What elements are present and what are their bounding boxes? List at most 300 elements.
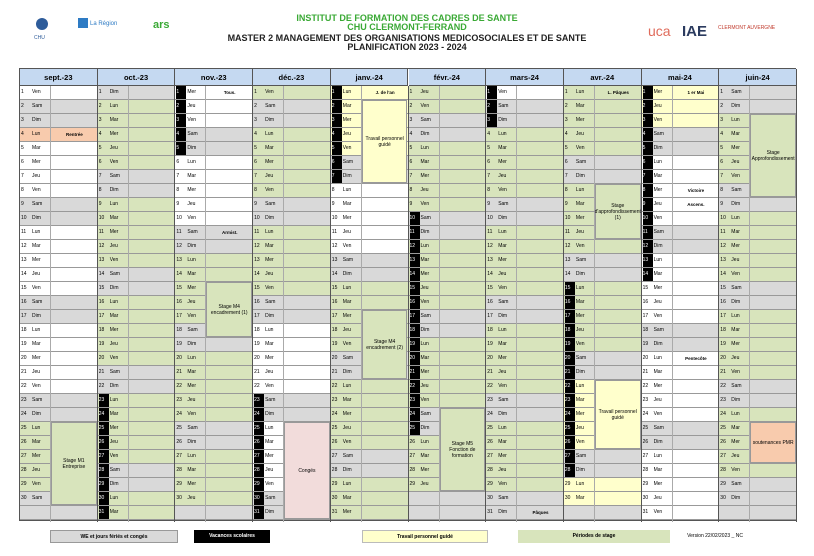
weekday-name: Lun: [498, 229, 507, 235]
day-number: 10: [487, 215, 493, 221]
weekday-name: Ven: [109, 453, 119, 459]
day-cell: [486, 394, 564, 408]
day-cell: [409, 492, 487, 506]
day-cell: [642, 380, 720, 394]
day-cell: [642, 394, 720, 408]
day-cell: [409, 156, 487, 170]
day-number: 6: [487, 159, 490, 165]
day-cell: [409, 198, 487, 212]
weekday-name: Mar: [187, 271, 197, 277]
weekday-name: Dim: [109, 481, 119, 487]
weekday-name: Dim: [731, 397, 741, 403]
day-cell: [253, 184, 331, 198]
day-cell: [564, 296, 642, 310]
weekday-name: Mer: [420, 369, 430, 375]
day-number: 4: [254, 131, 257, 137]
weekday-name: Ven: [265, 89, 274, 95]
day-cell: [719, 296, 797, 310]
day-number: 25: [21, 425, 27, 431]
day-cell: [253, 128, 331, 142]
day-number: 5: [176, 142, 186, 155]
weekday-name: Sam: [653, 425, 664, 431]
weekday-name: Lun: [187, 453, 196, 459]
day-number: 18: [176, 327, 182, 333]
day-number: 15: [642, 285, 649, 291]
day-number: 21: [565, 366, 575, 379]
day-cell: [98, 366, 176, 380]
weekday-name: Ven: [575, 439, 585, 445]
day-cell: [98, 450, 176, 464]
weekday-name: Jeu: [187, 397, 196, 403]
day-cell: [719, 394, 797, 408]
day-number: 23: [331, 397, 338, 403]
day-cell: [409, 268, 487, 282]
day-number: 12: [254, 243, 260, 249]
event-label: Armist.: [221, 230, 238, 235]
block-label: Congés: [298, 467, 316, 474]
day-cell: [564, 100, 642, 114]
weekday-name: Lun: [575, 481, 585, 487]
day-cell: [486, 212, 564, 226]
day-number: 20: [565, 352, 575, 365]
weekday-name: Jeu: [653, 397, 662, 403]
day-cell: [98, 142, 176, 156]
day-cell: [98, 324, 176, 338]
day-cell: [20, 310, 98, 324]
day-number: 2: [254, 103, 257, 109]
weekday-name: Sam: [109, 369, 120, 375]
day-number: 27: [99, 450, 109, 463]
day-cell: [409, 240, 487, 254]
master-title: MASTER 2 MANAGEMENT DES ORGANISATIONS MEDICOSOCIALES ET DE SANTE: [227, 33, 587, 43]
day-number: 13: [720, 257, 726, 263]
weekday-name: Sam: [498, 103, 509, 109]
weekday-name: Mar: [575, 299, 585, 305]
day-number: 15: [98, 285, 105, 291]
day-number: 8: [176, 187, 180, 193]
day-number: 24: [410, 408, 420, 421]
day-number: 7: [98, 173, 102, 179]
weekday-name: Dim: [731, 201, 741, 207]
weekday-name: Lun: [575, 187, 585, 193]
weekday-name: Sam: [265, 397, 276, 403]
day-number: 13: [21, 257, 27, 263]
day-cell: [486, 170, 564, 184]
day-cell: [253, 268, 331, 282]
day-number: 12: [720, 243, 726, 249]
day-cell: [253, 226, 331, 240]
weekday-name: [187, 506, 205, 519]
day-number: 25: [331, 425, 338, 431]
day-number: 11: [410, 226, 420, 239]
day-number: 3: [409, 117, 413, 123]
day-number: 18: [331, 327, 338, 333]
day-number: 9: [643, 198, 653, 211]
weekday-name: Lun: [420, 243, 429, 249]
day-number: 19: [642, 341, 649, 347]
day-cell: [564, 128, 642, 142]
day-cell: [20, 86, 98, 100]
day-cell: [642, 114, 720, 128]
day-cell: [409, 338, 487, 352]
day-cell: [642, 142, 720, 156]
weekday-name: Jeu: [109, 243, 118, 249]
month-header-7: avr.-24: [564, 69, 642, 86]
day-number: 24: [331, 411, 338, 417]
weekday-name: [576, 506, 594, 519]
day-cell: [719, 198, 797, 212]
day-number: 27: [642, 453, 649, 459]
weekday-name: Sam: [32, 103, 43, 109]
day-number: 19: [565, 338, 575, 351]
weekday-name: Sam: [731, 187, 742, 193]
day-number: 4: [98, 131, 102, 137]
weekday-name: Sam: [32, 299, 43, 305]
document-header: [0, 0, 814, 62]
weekday-name: Mer: [265, 453, 274, 459]
weekday-name: Sam: [265, 103, 276, 109]
weekday-name: Mar: [187, 369, 197, 375]
day-cell: [20, 380, 98, 394]
day-number: 15: [565, 282, 575, 295]
day-number: 25: [720, 425, 726, 431]
day-cell: [642, 156, 720, 170]
day-cell: [253, 212, 331, 226]
weekday-name: Ven: [32, 187, 41, 193]
weekday-name: Sam: [420, 117, 431, 123]
weekday-name: Mer: [32, 453, 41, 459]
day-number: 24: [565, 408, 575, 421]
weekday-name: Lun: [420, 439, 429, 445]
day-cell: [486, 324, 564, 338]
day-number: 5: [720, 145, 724, 151]
weekday-name: Sam: [265, 299, 276, 305]
block-soutenances: [750, 422, 796, 463]
day-cell: [564, 478, 642, 492]
day-number: 25: [487, 425, 493, 431]
day-number: 21: [254, 369, 260, 375]
weekday-name: Mar: [265, 243, 274, 249]
day-cell: [331, 268, 409, 282]
weekday-name: Jeu: [187, 201, 196, 207]
day-cell: [20, 506, 98, 520]
day-number: 20: [487, 355, 493, 361]
month-header-1: oct.-23: [98, 69, 176, 86]
day-number: 3: [487, 114, 497, 127]
weekday-name: Mer: [653, 285, 663, 291]
weekday-name: Dim: [187, 243, 197, 249]
day-cell: [98, 394, 176, 408]
day-cell: [486, 366, 564, 380]
day-cell: [98, 422, 176, 436]
weekday-name: Mer: [498, 355, 507, 361]
day-cell: [486, 240, 564, 254]
day-number: [720, 506, 730, 519]
day-cell: [642, 492, 720, 506]
day-number: 9: [409, 201, 413, 207]
weekday-name: Mer: [187, 89, 197, 95]
weekday-name: Ven: [265, 481, 274, 487]
day-cell: [20, 212, 98, 226]
weekday-name: Ven: [731, 271, 740, 277]
day-cell: [175, 366, 253, 380]
day-cell: [719, 254, 797, 268]
day-cell: [331, 506, 409, 520]
weekday-name: Mer: [575, 117, 585, 123]
weekday-name: Mar: [265, 145, 274, 151]
day-cell: [409, 114, 487, 128]
month-header-2: nov.-23: [175, 69, 253, 86]
day-cell: [409, 380, 487, 394]
day-number: 5: [21, 145, 24, 151]
day-cell: [98, 198, 176, 212]
day-number: 16: [21, 299, 27, 305]
day-cell: [719, 226, 797, 240]
weekday-name: Mar: [498, 243, 507, 249]
day-cell: [331, 450, 409, 464]
block-stage_m4b: [362, 310, 408, 379]
day-number: 13: [254, 257, 260, 263]
event-label: Pâques: [532, 510, 549, 515]
day-number: 7: [564, 173, 568, 179]
day-number: 5: [409, 145, 413, 151]
weekday-name: Sam: [187, 229, 198, 235]
day-number: 17: [720, 313, 726, 319]
weekday-name: Mar: [575, 397, 585, 403]
weekday-name: Sam: [575, 257, 587, 263]
weekday-name: Ven: [420, 397, 430, 403]
day-cell: [331, 184, 409, 198]
day-number: 10: [21, 215, 27, 221]
day-cell: [98, 464, 176, 478]
day-number: 3: [98, 117, 102, 123]
weekday-name: Dim: [265, 215, 274, 221]
day-number: 26: [487, 439, 493, 445]
day-cell: [642, 310, 720, 324]
day-cell: [409, 310, 487, 324]
day-number: 8: [643, 184, 653, 197]
weekday-name: Mer: [731, 439, 740, 445]
day-number: 24: [642, 411, 649, 417]
weekday-name: Sam: [265, 495, 276, 501]
weekday-name: Mer: [187, 481, 197, 487]
day-cell: [564, 352, 642, 366]
weekday-name: Sam: [731, 383, 742, 389]
weekday-name: Mar: [653, 271, 663, 277]
day-number: 4: [176, 128, 186, 141]
day-cell: [564, 366, 642, 380]
day-number: 24: [21, 411, 27, 417]
day-number: 25: [642, 425, 649, 431]
day-cell: [20, 142, 98, 156]
day-cell: [409, 506, 487, 520]
day-number: 25: [565, 422, 575, 435]
weekday-name: Lun: [575, 383, 585, 389]
day-number: 18: [487, 327, 493, 333]
weekday-name: Jeu: [265, 467, 274, 473]
day-cell: [486, 422, 564, 436]
day-number: 6: [720, 159, 724, 165]
day-cell: [175, 380, 253, 394]
day-number: 23: [254, 394, 264, 407]
day-cell: [486, 114, 564, 128]
legend-stage: Périodes de stage: [518, 530, 670, 543]
day-cell: [253, 198, 331, 212]
day-cell: [642, 254, 720, 268]
day-number: 6: [21, 159, 24, 165]
day-number: 23: [99, 394, 109, 407]
weekday-name: Sam: [342, 453, 354, 459]
day-number: 23: [565, 394, 575, 407]
day-cell: [331, 198, 409, 212]
weekday-name: Ven: [731, 467, 740, 473]
weekday-name: Ven: [653, 411, 663, 417]
weekday-name: Jeu: [32, 369, 41, 375]
day-cell: [253, 86, 331, 100]
weekday-name: Lun: [342, 187, 352, 193]
day-cell: [331, 478, 409, 492]
day-number: 22: [487, 383, 493, 389]
block-label: Travail personnel guidé: [598, 408, 637, 421]
day-number: 11: [487, 229, 493, 235]
day-number: 26: [720, 439, 726, 445]
day-number: 23: [21, 397, 27, 403]
day-number: 27: [409, 453, 416, 459]
weekday-name: Jeu: [653, 103, 662, 109]
weekday-name: Lun: [187, 257, 196, 263]
day-number: 1: [254, 89, 257, 95]
day-number: 30: [99, 492, 109, 505]
day-number: 17: [21, 313, 27, 319]
day-number: 25: [176, 425, 182, 431]
day-number: 13: [643, 254, 653, 267]
day-number: 14: [720, 271, 726, 277]
day-separator: [594, 86, 595, 522]
day-number: 17: [98, 313, 105, 319]
day-number: 14: [564, 271, 571, 277]
weekday-name: Dim: [575, 271, 585, 277]
weekday-name: Sam: [342, 355, 354, 361]
weekday-name: Sam: [109, 467, 120, 473]
day-cell: [719, 464, 797, 478]
day-number: 28: [254, 464, 264, 477]
weekday-name: Jeu: [653, 299, 662, 305]
weekday-name: Lun: [109, 299, 119, 305]
weekday-name: Mar: [420, 159, 430, 165]
day-number: 4: [564, 131, 568, 137]
weekday-name: Ven: [498, 187, 507, 193]
day-number: 10: [410, 212, 420, 225]
day-number: 29: [331, 481, 338, 487]
day-cell: [486, 282, 564, 296]
weekday-name: Mar: [498, 439, 507, 445]
weekday-name: Sam: [32, 397, 43, 403]
day-cell: [564, 324, 642, 338]
weekday-name: Jeu: [342, 425, 351, 431]
day-cell: [175, 506, 253, 520]
day-number: 10: [254, 215, 260, 221]
weekday-name: Jeu: [32, 173, 41, 179]
day-cell: [98, 296, 176, 310]
weekday-name: Jeu: [420, 481, 429, 487]
month-header-3: déc.-23: [253, 69, 331, 86]
event-label: J. de l'an: [375, 90, 395, 95]
weekday-name: Lun: [342, 383, 352, 389]
planning-title: PLANIFICATION 2023 - 2024: [347, 42, 467, 52]
event-label: L. Pâques: [607, 90, 629, 95]
weekday-name: Mer: [265, 257, 274, 263]
weekday-name: Jeu: [265, 173, 274, 179]
day-number: 9: [487, 201, 490, 207]
weekday-name: Sam: [265, 201, 276, 207]
day-cell: [20, 366, 98, 380]
weekday-name: Dim: [731, 299, 741, 305]
day-number: 12: [21, 243, 27, 249]
day-number: 14: [98, 271, 105, 277]
day-number: 16: [331, 299, 338, 305]
weekday-name: Lun: [32, 425, 41, 431]
month-header-0: sept.-23: [20, 69, 98, 86]
weekday-name: Sam: [498, 495, 509, 501]
weekday-name: Sam: [653, 229, 664, 235]
day-number: 3: [564, 117, 568, 123]
weekday-name: Sam: [498, 299, 509, 305]
weekday-name: Ven: [265, 187, 274, 193]
weekday-name: Sam: [342, 159, 354, 165]
day-number: 31: [99, 506, 109, 519]
day-cell: [98, 268, 176, 282]
day-cell: [20, 226, 98, 240]
weekday-name: Dim: [32, 411, 41, 417]
weekday-name: Mar: [420, 453, 430, 459]
day-cell: [486, 352, 564, 366]
day-number: 4: [332, 128, 342, 141]
weekday-name: Mar: [653, 467, 663, 473]
weekday-name: Lun: [653, 453, 662, 459]
day-number: 19: [331, 341, 338, 347]
weekday-name: Mar: [498, 145, 507, 151]
day-number: 12: [331, 243, 338, 249]
day-cell: [20, 156, 98, 170]
day-number: 30: [642, 495, 649, 501]
day-number: 17: [565, 310, 575, 323]
day-cell: [564, 492, 642, 506]
weekday-name: Mar: [109, 215, 119, 221]
day-number: 3: [21, 117, 24, 123]
day-cell: [564, 254, 642, 268]
day-cell: [175, 114, 253, 128]
day-cell: [175, 100, 253, 114]
day-cell: [98, 310, 176, 324]
day-number: 9: [21, 201, 24, 207]
day-cell: [642, 436, 720, 450]
weekday-name: Ven: [420, 103, 430, 109]
day-cell: [409, 352, 487, 366]
day-cell: [719, 310, 797, 324]
day-cell: [175, 170, 253, 184]
weekday-name: Jeu: [731, 159, 740, 165]
weekday-name: Mer: [109, 425, 119, 431]
weekday-name: Dim: [32, 117, 41, 123]
day-number: 6: [643, 156, 653, 169]
weekday-name: Dim: [187, 145, 197, 151]
block-label: soutenances PMR: [752, 439, 794, 446]
day-cell: [175, 352, 253, 366]
day-number: 16: [487, 299, 493, 305]
block-stage_m1: [51, 422, 97, 505]
day-cell: [98, 282, 176, 296]
day-number: 2: [21, 103, 24, 109]
